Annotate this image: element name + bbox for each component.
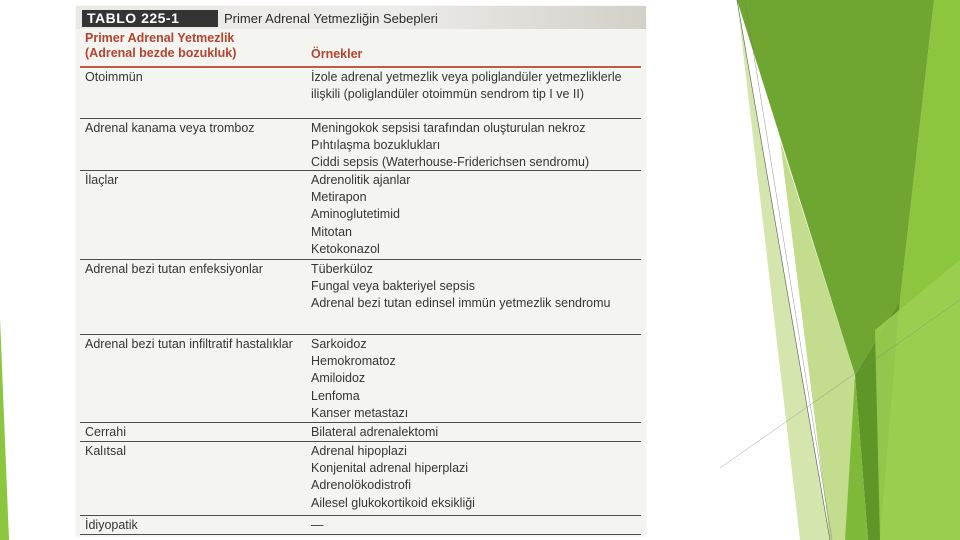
table-row <box>76 171 646 260</box>
example-item: Mitotan <box>311 224 352 239</box>
left-green-accent <box>0 0 60 540</box>
table-row <box>76 516 646 535</box>
table-row <box>76 119 646 171</box>
example-item: Amiloidoz <box>311 371 366 386</box>
row-cause: İdiyopatik <box>85 518 138 532</box>
header-cause: Primer Adrenal Yetmezlik (Adrenal bezde bozukluk) <box>85 31 237 60</box>
row-divider <box>80 534 641 535</box>
row-cause: İlaçlar <box>85 173 119 187</box>
row-examples <box>311 424 641 441</box>
example-item: Metirapon <box>311 190 367 205</box>
row-cause: Otoimmün <box>85 70 143 84</box>
example-item: Lenfoma <box>311 388 360 403</box>
table-row <box>76 68 646 119</box>
example-item: Ketokonazol <box>311 241 380 256</box>
row-cause: Kalıtsal <box>85 444 126 458</box>
row-cause: Adrenal kanama veya tromboz <box>85 121 255 135</box>
header-examples: Örnekler <box>311 47 363 61</box>
example-item: Fungal veya bakteriyel sepsis <box>311 279 475 294</box>
table-label-badge: TABLO 225-1 <box>82 10 218 27</box>
example-item: Sarkoidoz <box>311 337 367 351</box>
table-row <box>76 335 646 423</box>
example-item: Ailesel glukokortikoid eksikliği <box>311 495 475 510</box>
right-green-decoration <box>720 0 960 540</box>
row-examples <box>311 336 641 422</box>
example-item: Adrenolökodistrofi <box>311 478 412 493</box>
example-item: Ciddi sepsis (Waterhouse-Friderichsen sendromu) <box>311 155 590 170</box>
example-item: Aminoglutetimid <box>311 207 400 222</box>
example-item: Adrenolitik ajanlar <box>311 173 411 187</box>
row-cause: Adrenal bezi tutan infiltratif hastalıklar <box>85 337 293 351</box>
row-examples <box>311 443 641 512</box>
left-green-triangle <box>0 318 9 540</box>
row-examples <box>311 120 641 172</box>
table-title-bar <box>76 6 646 29</box>
example-item: — <box>311 518 324 532</box>
row-cause: Adrenal bezi tutan enfeksiyonlar <box>85 262 263 276</box>
table-row <box>76 442 646 516</box>
table-image <box>76 6 646 536</box>
row-examples <box>311 172 641 258</box>
example-item: Bilateral adrenalektomi <box>311 425 439 439</box>
example-item: Kanser metastazı <box>311 405 409 420</box>
example-item: İzole adrenal yetmezlik veya poliglandüler yetmezliklerle ilişkili (poliglandüler otoimmün sendrom tip I ve II) <box>311 70 622 102</box>
example-item: Tüberküloz <box>311 262 373 276</box>
example-item: Meningokok sepsisi tarafından oluşturulan nekroz <box>311 121 586 135</box>
table-row <box>76 423 646 442</box>
example-item: Adrenal bezi tutan edinsel immün yetmezlik sendromu <box>311 296 611 311</box>
example-item: Pıhtılaşma bozuklukları <box>311 138 441 153</box>
table-title: Primer Adrenal Yetmezliğin Sebepleri <box>224 11 438 26</box>
example-item: Adrenal hipoplazi <box>311 444 407 458</box>
row-cause: Cerrahi <box>85 425 126 439</box>
row-examples <box>311 517 641 534</box>
example-item: Konjenital adrenal hiperplazi <box>311 461 469 476</box>
table-row <box>76 260 646 335</box>
example-item: Hemokromatoz <box>311 354 396 369</box>
row-examples <box>311 261 641 313</box>
row-examples <box>311 69 641 103</box>
